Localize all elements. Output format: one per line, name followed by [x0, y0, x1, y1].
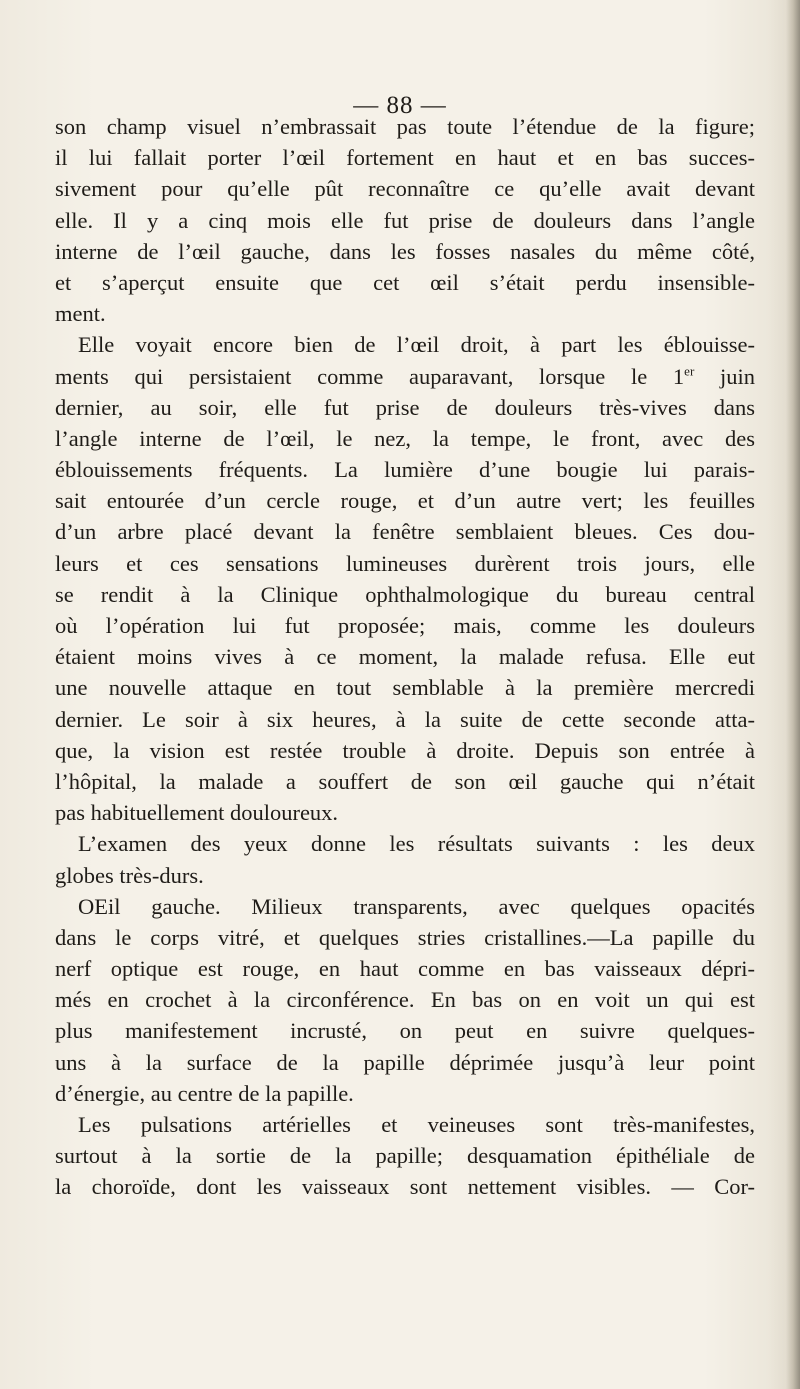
text-line-24: L’examen des yeux donne les résultats suivants : les deux: [78, 831, 755, 857]
text-line-31: uns à la surface de la papille déprimée jusqu’à leur point: [55, 1049, 755, 1075]
text-line-33: Les pulsations artérielles et veineuses sont très-manifestes,: [78, 1112, 755, 1137]
text-line-2: il lui fallait porter l’œil fortement en haut et en bas succes-: [55, 145, 755, 171]
text-line-13: sait entourée d’un cercle rouge, et d’un autre vert; les feuilles: [55, 488, 755, 514]
body-text: [55, 111, 755, 1203]
text-line-28: nerf optique est rouge, en haut comme en bas vaisseaux dépri-: [55, 956, 755, 982]
text-line-16: se rendit à la Clinique ophthalmologique du bureau central: [55, 581, 755, 607]
text-line-10: dernier, au soir, elle fut prise de douleurs très-vives dans: [55, 394, 755, 420]
text-line-15: leurs et ces sensations lumineuses durèrent trois jours, elle: [55, 550, 755, 576]
text-line-12: éblouissements fréquents. La lumière d’une bougie lui parais-: [55, 457, 755, 483]
text-line-3: sivement pour qu’elle pût reconnaître ce qu’elle avait devant: [55, 176, 755, 202]
text-line-8: Elle voyait encore bien de l’œil droit, à part les éblouisse-: [78, 332, 755, 358]
text-line-21: que, la vision est restée trouble à droite. Depuis son entrée à: [55, 737, 755, 763]
text-line-23: pas habituellement douloureux.: [55, 800, 339, 826]
text-line-1: son champ visuel n’embrassait pas toute l’étendue de la figure;: [55, 114, 755, 139]
page-number: — 88 —: [353, 92, 447, 119]
text-line-26: OEil gauche. Milieux transparents, avec quelques opacités: [78, 893, 755, 919]
text-line-35: la choroïde, dont les vaisseaux sont nettement visibles. — Cor-: [55, 1174, 755, 1200]
text-line-25: globes très-durs.: [55, 862, 204, 888]
text-line-14: d’un arbre placé devant la fenêtre semblaient bleues. Ces dou-: [55, 519, 755, 545]
text-line-17: où l’opération lui fut proposée; mais, comme les douleurs: [55, 613, 755, 638]
text-line-29: més en crochet à la circonférence. En bas on en voit un qui est: [55, 987, 755, 1013]
text-line-30: plus manifestement incrusté, on peut en suivre quelques-: [55, 1018, 755, 1044]
text-line-27: dans le corps vitré, et quelques stries cristallines.—La papille du: [55, 924, 755, 950]
page-edge-shadow: [786, 0, 800, 1389]
text-line-5: interne de l’œil gauche, dans les fosses nasales du même côté,: [55, 238, 755, 264]
text-line-34: surtout à la sortie de la papille; desquamation épithéliale de: [55, 1143, 755, 1169]
text-line-11: l’angle interne de l’œil, le nez, la tempe, le front, avec des: [55, 425, 755, 451]
text-line-32: d’énergie, au centre de la papille.: [55, 1080, 354, 1106]
text-line-6: et s’aperçut ensuite que cet œil s’était perdu insensible-: [55, 269, 755, 295]
text-line-9: ments qui persistaient comme auparavant, lorsque le 1er juin: [55, 363, 755, 389]
text-line-18: étaient moins vives à ce moment, la malade refusa. Elle eut: [55, 644, 755, 670]
text-line-20: dernier. Le soir à six heures, à la suite de cette seconde atta-: [55, 706, 755, 732]
text-line-22: l’hôpital, la malade a souffert de son œil gauche qui n’était: [55, 768, 755, 794]
text-line-4: elle. Il y a cinq mois elle fut prise de douleurs dans l’angle: [55, 207, 755, 233]
text-line-19: une nouvelle attaque en tout semblable à la première mercredi: [55, 675, 755, 701]
text-line-7: ment.: [55, 301, 106, 327]
